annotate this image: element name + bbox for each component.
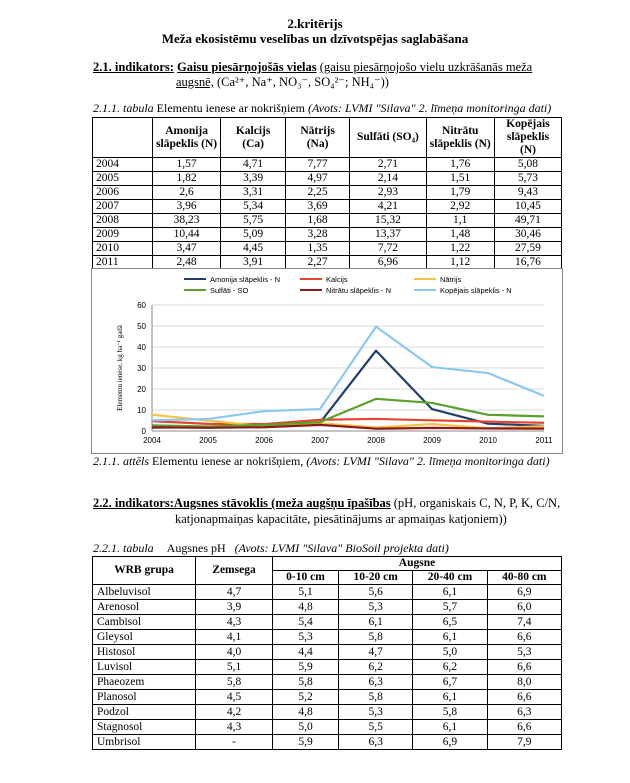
table-cell: 2,6 (152, 186, 221, 200)
y-tick-label: 0 (141, 427, 146, 436)
table-cell: 5,09 (221, 228, 285, 242)
table-row (93, 660, 562, 675)
table-cell: 10,45 (494, 200, 561, 214)
table-2-caption-src: (Avots: LVMI "Silava" BioSoil projekta dati) (234, 541, 449, 555)
y-tick-label: 10 (137, 406, 146, 415)
table-cell: 2004 (93, 158, 153, 172)
table-row (93, 735, 562, 750)
table-cell: 1,57 (152, 158, 221, 172)
table-cell: Stagnosol (93, 720, 196, 735)
header-cell: Nātrijs (Na) (285, 118, 349, 158)
legend-label: Amonija slāpeklis - N (210, 275, 281, 284)
table-row (93, 186, 562, 200)
table-cell: 4,1 (196, 630, 273, 645)
header-cell: Augsne (273, 557, 562, 571)
table-cell: 5,73 (494, 172, 561, 186)
table-cell: 5,8 (339, 630, 413, 645)
table-cell: 3,69 (285, 200, 349, 214)
table-cell: 4,5 (196, 690, 273, 705)
indicator-2-desc-b: katjonapmaiņas kapacitāte, piesātinājums ar apmaiņas katjoniem)) (175, 512, 507, 526)
table-cell: 1,82 (152, 172, 221, 186)
indicator-2-label: 2.2. indikators: (93, 496, 174, 510)
table-cell: 6,6 (487, 660, 561, 675)
header-cell: Kopējais slāpeklis (N) (494, 118, 561, 158)
table-cell: 5,1 (273, 585, 339, 600)
x-tick-label: 2006 (255, 436, 273, 445)
table-cell: 6,6 (487, 630, 561, 645)
legend-label: Nitrātu slāpeklis - N (326, 286, 392, 295)
table-cell: Albeluvisol (93, 585, 196, 600)
table-row (93, 600, 562, 615)
table-row (93, 645, 562, 660)
table-row (93, 214, 562, 228)
table-cell: 6,3 (339, 735, 413, 750)
table-cell: 1,1 (426, 214, 494, 228)
header-cell: WRB grupa (93, 557, 196, 585)
table-cell: 5,75 (221, 214, 285, 228)
table-cell: 4,4 (273, 645, 339, 660)
table-row (93, 242, 562, 256)
y-axis-label: Elementu ienese, kg ha⁻¹ gadā (116, 325, 124, 411)
table-cell: 30,46 (494, 228, 561, 242)
soil-ph-table (92, 556, 562, 750)
table-row (93, 690, 562, 705)
legend-label: Kalcijs (326, 275, 348, 284)
y-tick-label: 30 (137, 364, 146, 373)
table-cell: 6,3 (339, 675, 413, 690)
table-cell: 4,7 (339, 645, 413, 660)
table-cell: 3,96 (152, 200, 221, 214)
table-row (93, 630, 562, 645)
table-row (93, 585, 562, 600)
x-tick-label: 2005 (199, 436, 217, 445)
table-cell: 2,27 (285, 256, 349, 270)
table-cell: 7,77 (285, 158, 349, 172)
table-cell: 1,48 (426, 228, 494, 242)
table-cell: 8,0 (487, 675, 561, 690)
table-cell: 5,7 (413, 600, 487, 615)
x-tick-label: 2011 (535, 436, 553, 445)
indicator-1-desc-b: augsnē, (176, 75, 214, 89)
legend-label: Nātrijs (440, 275, 462, 284)
table-cell: 6,1 (413, 585, 487, 600)
table-cell: 6,1 (413, 690, 487, 705)
table-row (93, 705, 562, 720)
table-cell: 6,7 (413, 675, 487, 690)
indicator-1-name: Gaisu piesārņojošās vielas (177, 60, 317, 74)
header-cell: Sulfāti (SO₄) (350, 118, 426, 158)
table-cell: 16,76 (494, 256, 561, 270)
table-cell: 3,9 (196, 600, 273, 615)
table-cell: 2007 (93, 200, 153, 214)
table-cell: 5,3 (487, 645, 561, 660)
table-cell: 2006 (93, 186, 153, 200)
table-cell: 2,92 (426, 200, 494, 214)
header-cell: 10-20 cm (339, 571, 413, 585)
figure-1-caption-num: 2.1.1. attēls (93, 454, 149, 468)
table-cell: 2,71 (350, 158, 426, 172)
table-cell: 5,1 (196, 660, 273, 675)
table-cell: 6,3 (487, 705, 561, 720)
table-cell: 6,1 (413, 720, 487, 735)
table-cell: 6,9 (487, 585, 561, 600)
table-row (93, 228, 562, 242)
table-cell: Luvisol (93, 660, 196, 675)
table-cell: 7,4 (487, 615, 561, 630)
table-2-caption-num: 2.2.1. tabula (93, 541, 154, 555)
table-cell: Arenosol (93, 600, 196, 615)
table-cell: 3,31 (221, 186, 285, 200)
table-cell: 2,48 (152, 256, 221, 270)
table-cell: 49,71 (494, 214, 561, 228)
table-cell: 2010 (93, 242, 153, 256)
table-cell: 6,9 (413, 735, 487, 750)
table-cell: 4,71 (221, 158, 285, 172)
table-cell: 5,34 (221, 200, 285, 214)
table-cell: 5,8 (413, 705, 487, 720)
table-2-caption (93, 541, 593, 555)
header-cell: 0-10 cm (273, 571, 339, 585)
table-cell: 2,93 (350, 186, 426, 200)
table-cell: 5,3 (339, 705, 413, 720)
table-cell: 4,45 (221, 242, 285, 256)
criterion-heading: 2.kritērijs (287, 16, 343, 31)
table-cell: 4,97 (285, 172, 349, 186)
table-cell: 2,25 (285, 186, 349, 200)
table-row (93, 172, 562, 186)
table-row (93, 200, 562, 214)
table-cell: 1,79 (426, 186, 494, 200)
table-row (93, 158, 562, 172)
table-cell: Podzol (93, 705, 196, 720)
table-cell: 5,6 (339, 585, 413, 600)
table-cell: 6,6 (487, 690, 561, 705)
header-cell: 40-80 cm (487, 571, 561, 585)
table-cell: 5,0 (413, 645, 487, 660)
table-row (93, 675, 562, 690)
table-cell: 5,8 (273, 675, 339, 690)
table-cell: 6,2 (413, 660, 487, 675)
table-cell: 7,9 (487, 735, 561, 750)
table-cell: 5,8 (339, 690, 413, 705)
table-cell: 5,4 (273, 615, 339, 630)
table-cell: 4,3 (196, 615, 273, 630)
table-cell: 5,9 (273, 735, 339, 750)
criterion-title: Meža ekosistēmu veselības un dzīvotspējas saglabāšana (161, 31, 469, 46)
series-line-5 (152, 327, 544, 421)
table-cell: 1,35 (285, 242, 349, 256)
figure-1-caption (93, 454, 613, 468)
soil-ph-header-row-1 (93, 557, 562, 571)
header-cell: Kalcijs (Ca) (221, 118, 285, 158)
table-1-caption (93, 101, 593, 115)
indicator-2-name: Augsnes stāvoklis (meža augšņu īpašības (173, 496, 391, 510)
table-cell: 4,8 (273, 600, 339, 615)
table-cell: 5,9 (273, 660, 339, 675)
header-cell: Zemsega (196, 557, 273, 585)
indicator-2-text (93, 495, 573, 527)
table-cell: 4,21 (350, 200, 426, 214)
legend-label: Sulfāti - SO (210, 286, 249, 295)
indicator-1-text (93, 60, 563, 90)
y-tick-label: 50 (137, 322, 146, 331)
header-cell (93, 118, 153, 158)
figure-1-caption-src: (Avots: LVMI "Silava" 2. līmeņa monitoringa dati) (306, 454, 550, 468)
table-cell: 5,5 (339, 720, 413, 735)
table-cell: 6,1 (413, 630, 487, 645)
table-cell: 2005 (93, 172, 153, 186)
indicator-1-formula: (Ca²⁺, Na⁺, NO₃⁻, SO₄²⁻; NH₄⁻)) (216, 75, 389, 89)
table-cell: 1,76 (426, 158, 494, 172)
legend-label: Kopējais slāpeklis - N (440, 286, 512, 295)
table-cell: 5,3 (273, 630, 339, 645)
table-cell: 3,91 (221, 256, 285, 270)
table-cell: 1,22 (426, 242, 494, 256)
table-cell: 5,0 (273, 720, 339, 735)
table-cell: 38,23 (152, 214, 221, 228)
table-1-caption-src: (Avots: LVMI "Silava" 2. līmeņa monitoringa dati) (307, 101, 552, 115)
x-tick-label: 2010 (479, 436, 497, 445)
indicator-1-desc-a: (gaisu piesārņojošo vielu uzkrāšanās meža (319, 60, 533, 74)
table-cell: 4,3 (196, 720, 273, 735)
table-1-caption-text: Elementu ienese ar nokrišņiem (156, 101, 305, 115)
emissions-table (92, 117, 562, 270)
table-cell: 4,0 (196, 645, 273, 660)
x-tick-label: 2009 (423, 436, 441, 445)
header-cell: Amonija slāpeklis (N) (152, 118, 221, 158)
table-cell: Histosol (93, 645, 196, 660)
table-cell: 3,28 (285, 228, 349, 242)
table-cell: Planosol (93, 690, 196, 705)
figure-1-caption-text: Elementu ienese ar nokrišņiem, (152, 454, 304, 468)
table-cell: 9,43 (494, 186, 561, 200)
emissions-chart-svg (92, 269, 562, 453)
table-cell: 4,2 (196, 705, 273, 720)
table-cell: Gleysol (93, 630, 196, 645)
table-cell: 6,96 (350, 256, 426, 270)
table-cell: 5,2 (273, 690, 339, 705)
table-cell: 6,0 (487, 600, 561, 615)
table-cell: Umbrisol (93, 735, 196, 750)
emissions-table-header (93, 118, 562, 158)
table-cell: 13,37 (350, 228, 426, 242)
table-cell: 2011 (93, 256, 153, 270)
table-cell: 4,8 (273, 705, 339, 720)
table-2-caption-text: Augsnes pH (166, 541, 226, 555)
table-row (93, 615, 562, 630)
table-cell: 6,5 (413, 615, 487, 630)
x-tick-label: 2004 (143, 436, 161, 445)
table-cell: 6,6 (487, 720, 561, 735)
table-cell: 6,1 (339, 615, 413, 630)
header-cell: Nitrātu slāpeklis (N) (426, 118, 494, 158)
table-cell: Cambisol (93, 615, 196, 630)
y-tick-label: 20 (137, 385, 146, 394)
table-cell: 10,44 (152, 228, 221, 242)
table-cell: 5,3 (339, 600, 413, 615)
y-tick-label: 60 (137, 301, 146, 310)
table-cell: 2008 (93, 214, 153, 228)
x-tick-label: 2007 (311, 436, 329, 445)
table-cell: 2009 (93, 228, 153, 242)
table-cell: 1,51 (426, 172, 494, 186)
table-cell: 27,59 (494, 242, 561, 256)
table-cell: 3,47 (152, 242, 221, 256)
table-cell: 7,72 (350, 242, 426, 256)
emissions-chart (91, 268, 563, 454)
indicator-2-desc-a: (pH, organiskais C, N, P, K, C/N, (393, 496, 561, 510)
table-cell: 4,7 (196, 585, 273, 600)
y-tick-label: 40 (137, 343, 146, 352)
table-cell: 6,2 (339, 660, 413, 675)
table-1-caption-num: 2.1.1. tabula (93, 101, 154, 115)
table-cell: 15,32 (350, 214, 426, 228)
table-cell: 2,14 (350, 172, 426, 186)
table-cell: 1,68 (285, 214, 349, 228)
table-cell: 5,08 (494, 158, 561, 172)
table-cell: Phaeozem (93, 675, 196, 690)
x-tick-label: 2008 (367, 436, 385, 445)
table-row (93, 720, 562, 735)
table-cell: 3,39 (221, 172, 285, 186)
header-cell: 20-40 cm (413, 571, 487, 585)
table-cell: - (196, 735, 273, 750)
table-cell: 1,12 (426, 256, 494, 270)
indicator-1-label: 2.1. indikators: (93, 60, 174, 74)
table-cell: 5,8 (196, 675, 273, 690)
